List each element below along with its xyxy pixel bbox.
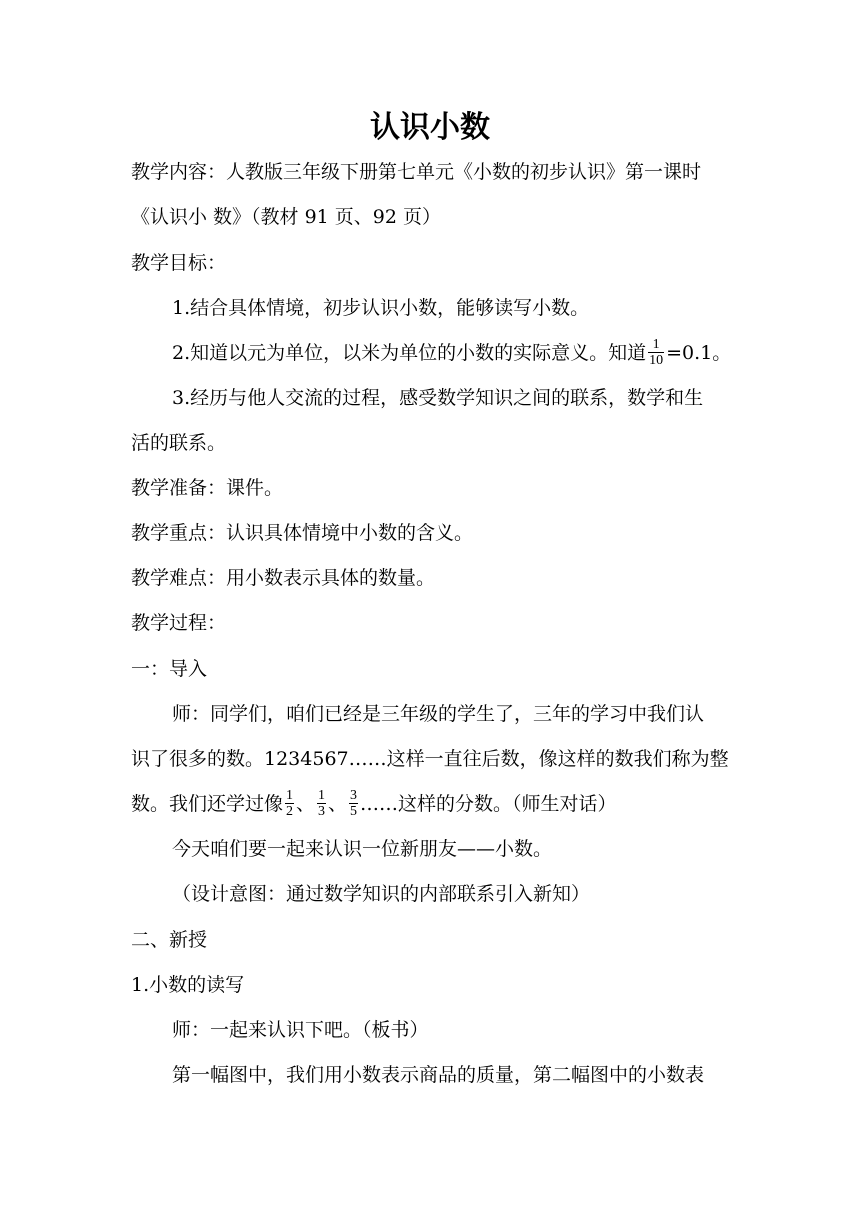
teaching-key-point: 教学重点：认识具体情境中小数的含义。: [131, 522, 474, 544]
fraction-one-half: $\frac{1}{2}$: [286, 787, 294, 819]
objectives-heading: 教学目标：: [131, 252, 227, 274]
page-title: 认识小数: [370, 110, 490, 145]
paragraph-1-line-3: 数。我们还学过像 $\frac{1}{2}$ 、 $\frac{1}{3}$ 、 $\frac{3}{5}$ ……这样的分数。（师生对话）: [131, 787, 617, 819]
paragraph-2: 今天咱们要一起来认识一位新朋友——小数。: [172, 838, 553, 860]
paragraph-1-line-1: 师：同学们，咱们已经是三年级的学生了，三年的学习中我们认: [172, 703, 705, 725]
teaching-content-line-1: 教学内容：人教版三年级下册第七单元《小数的初步认识》第一课时: [131, 161, 702, 183]
objective-3-line-1: 3.经历与他人交流的过程，感受数学知识之间的联系，数学和生: [172, 387, 704, 409]
objective-2-tail: =0.1。: [666, 342, 732, 364]
paragraph-3: 师：一起来认识下吧。（板书）: [172, 1019, 429, 1041]
teaching-content-line-2: 《认识小 数》（教材 91 页、92 页）: [131, 206, 442, 228]
objective-2: [172, 338, 731, 370]
fraction-one-tenth: $\frac{1}{10}$: [649, 336, 664, 368]
paragraph-4: 第一幅图中，我们用小数表示商品的质量，第二幅图中的小数表: [172, 1064, 705, 1086]
objective-2-text: 2.知道以元为单位，以米为单位的小数的实际意义。知道: [172, 342, 647, 364]
design-note: （设计意图：通过数学知识的内部联系引入新知）: [172, 883, 591, 905]
teaching-preparation: 教学准备：课件。: [131, 477, 284, 499]
objective-1: 1.结合具体情境，初步认识小数，能够读写小数。: [172, 297, 590, 319]
section-1-heading: 一：导入: [131, 658, 208, 680]
section-2-heading: 二、新授: [131, 929, 208, 951]
objective-3-line-2: 活的联系。: [131, 432, 227, 454]
paragraph-1-line-2: 识了很多的数。1234567……这样一直往后数，像这样的数我们称为整: [131, 748, 729, 770]
process-heading: 教学过程：: [131, 612, 227, 634]
fraction-three-fifths: $\frac{3}{5}$: [350, 787, 358, 819]
fraction-one-third: $\frac{1}{3}$: [318, 787, 326, 819]
subsection-1-heading: 1.小数的读写: [131, 974, 245, 996]
teaching-difficulty: 教学难点：用小数表示具体的数量。: [131, 567, 436, 589]
